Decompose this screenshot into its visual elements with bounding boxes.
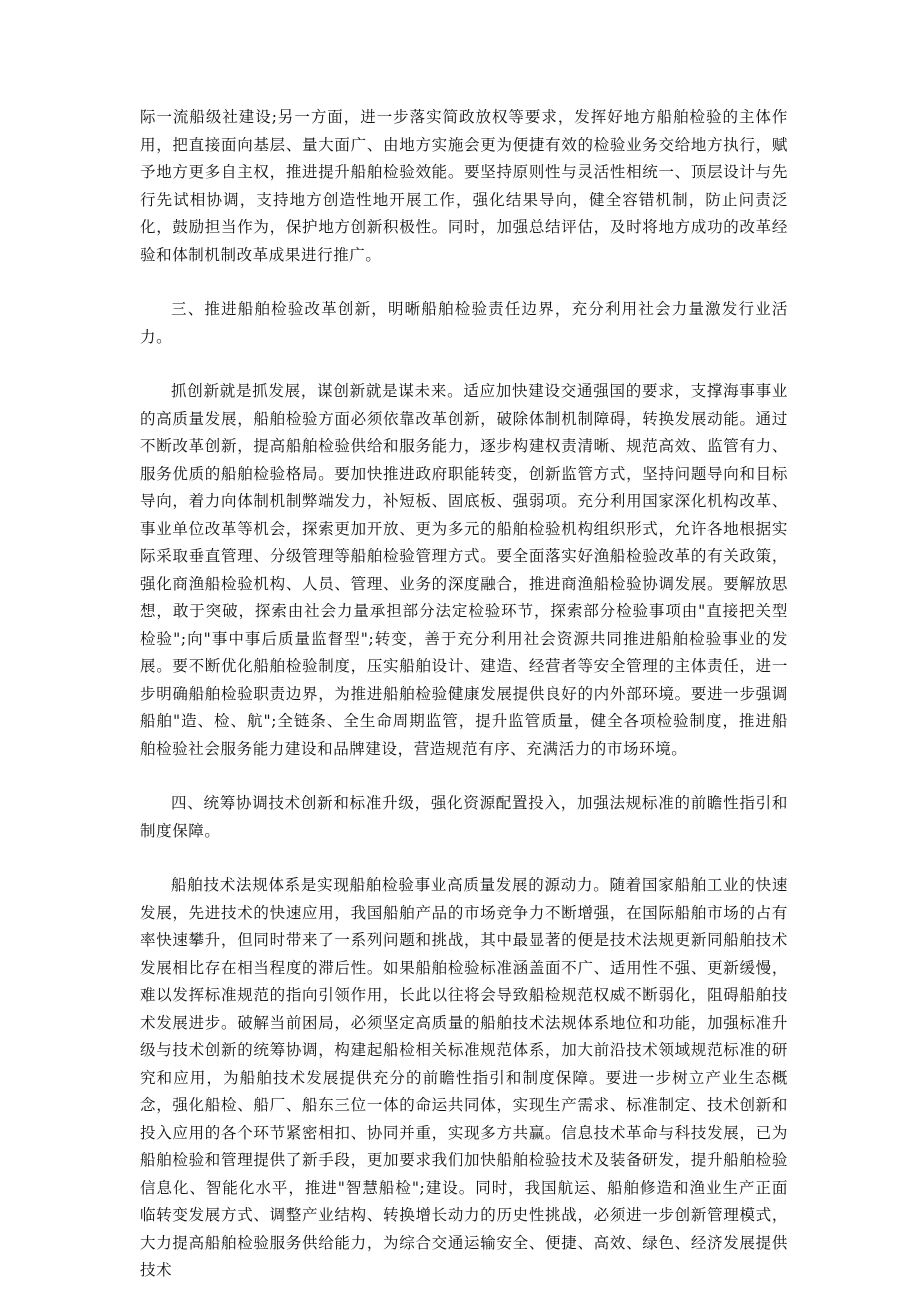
paragraph-continuation: 际一流船级社建设;另一方面，进一步落实简政放权等要求，发挥好地方船舶检验的主体作用，把直接面向基层、量大面广、由地方实施会更为便捷有效的检验业务交给地方执行，赋予地方更多自主权，推进提升船舶检验效能。要坚持原则性与灵活性相统一、顶层设计与先行先试相协调，支持地方创造性地开展工作，强化结果导向，健全容错机制，防止问责泛化，鼓励担当作为，保护地方创新积极性。同时，加强总结评估，及时将地方成功的改革经验和体制机制改革成果进行推广。 (140, 108, 788, 264)
section-heading-3: 三、推进船舶检验改革创新，明晰船舶检验责任边界，充分利用社会力量激发行业活力。 (140, 300, 788, 346)
document-body (140, 104, 788, 1285)
paragraph-section-3-body: 抓创新就是抓发展，谋创新就是谋未来。适应加快建设交通强国的要求，支撑海事事业的高质量发展，船舶检验方面必须依靠改革创新，破除体制机制障碍，转换发展动能。通过不断改革创新，提高船舶检验供给和服务能力，逐步构建权责清晰、规范高效、监管有力、服务优质的船舶检验格局。要加快推进政府职能转变，创新监管方式，坚持问题导向和目标导向，着力向体制机制弊端发力，补短板、固底板、强弱项。充分利用国家深化机构改革、事业单位改革等机会，探索更加开放、更为多元的船舶检验机构组织形式，允许各地根据实际采取垂直管理、分级管理等船舶检验管理方式。要全面落实好渔船检验改革的有关政策，强化商渔船检验机构、人员、管理、业务的深度融合，推进商渔船检验协调发展。要解放思想，敢于突破，探索由社会力量承担部分法定检验环节，探索部分检验事项由"直接把关型检验";向"事中事后质量监督型";转变，善于充分利用社会资源共同推进船舶检验事业的发展。要不断优化船舶检验制度，压实船舶设计、建造、经营者等安全管理的主体责任，进一步明确船舶检验职责边界，为推进船舶检验健康发展提供良好的内外部环境。要进一步强调船舶"造、检、航";全链条、全生命周期监管，提升监管质量，健全各项检验制度，推进船舶检验社会服务能力建设和品牌建设，营造规范有序、充满活力的市场环境。 (140, 382, 788, 758)
paragraph-section-4-body: 船舶技术法规体系是实现船舶检验事业高质量发展的源动力。随着国家船舶工业的快速发展，先进技术的快速应用，我国船舶产品的市场竞争力不断增强，在国际船舶市场的占有率快速攀升，但同时带来了一系列问题和挑战，其中最显著的便是技术法规更新同船舶技术发展相比存在相当程度的滞后性。如果船舶检验标准涵盖面不广、适用性不强、更新缓慢，难以发挥标准规范的指向引领作用，长此以往将会导致船检规范权威不断弱化，阻碍船舶技术发展进步。破解当前困局，必须坚定高质量的船舶技术法规体系地位和功能，加强标准升级与技术创新的统筹协调，构建起船检相关标准规范体系，加大前沿技术领域规范标准的研究和应用，为船舶技术发展提供充分的前瞻性指引和制度保障。要进一步树立产业生态概念，强化船检、船厂、船东三位一体的命运共同体，实现生产需求、标准制定、技术创新和投入应用的各个环节紧密相扣、协同并重，实现多方共赢。信息技术革命与科技发展，已为船舶检验和管理提供了新手段，更加要求我们加快船舶检验技术及装备研发，提升船舶检验信息化、智能化水平，推进"智慧船检";建设。同时，我国航运、船舶修造和渔业生产正面临转变发展方式、调整产业结构、转换增长动力的历史性挑战，必须进一步创新管理模式，大力提高船舶检验服务供给能力，为综合交通运输安全、便捷、高效、绿色、经济发展提供技术 (140, 876, 788, 1279)
section-heading-4: 四、统筹协调技术创新和标准升级，强化资源配置投入，加强法规标准的前瞻性指引和制度保障。 (140, 794, 788, 840)
